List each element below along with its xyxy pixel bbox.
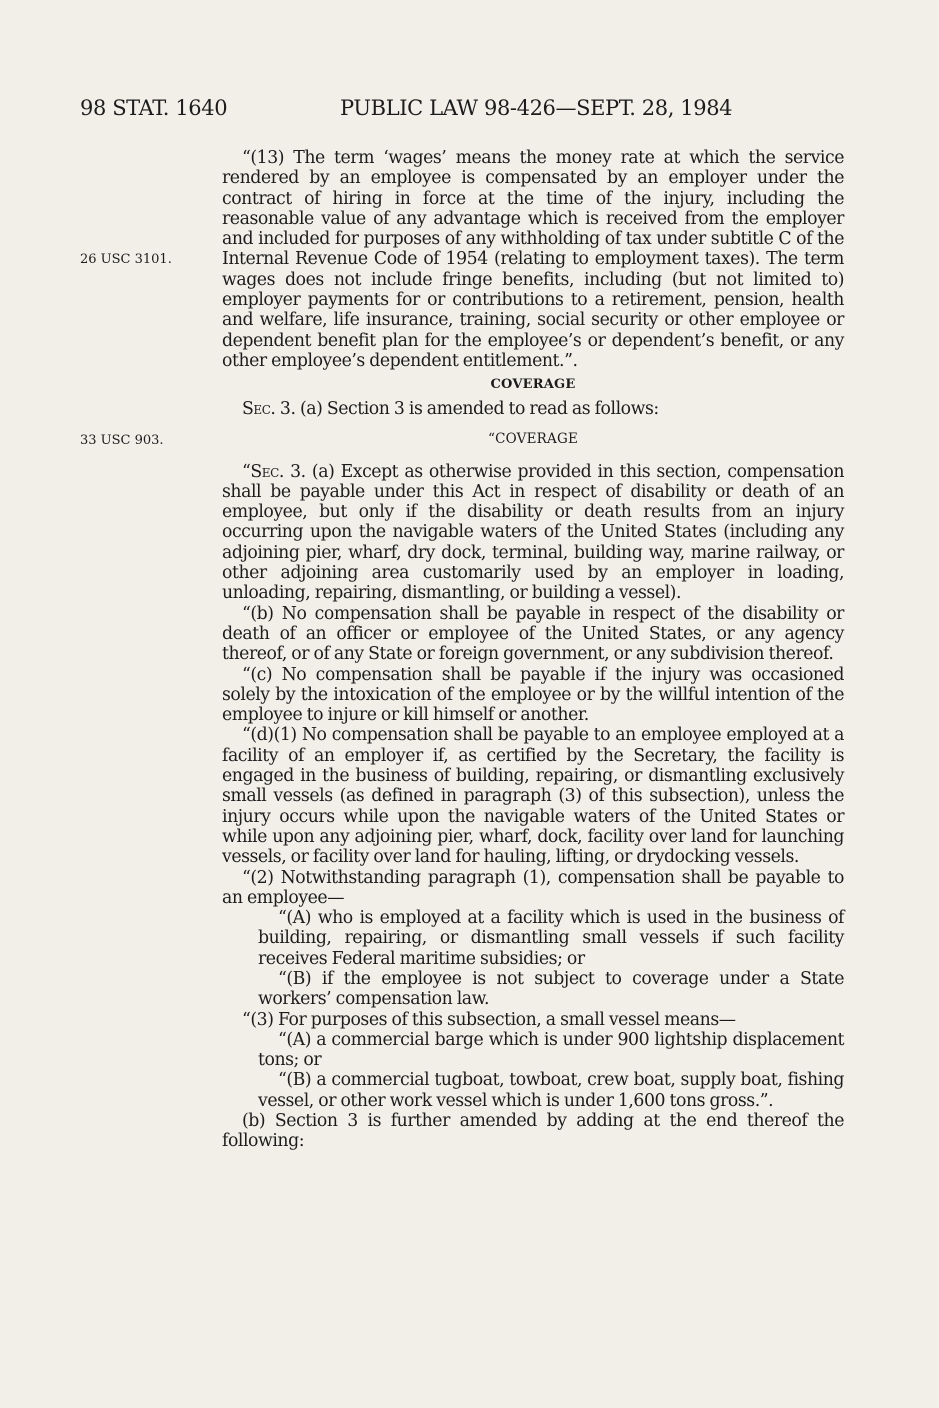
subsection-d-1: “(d)(1) No compensation shall be payable to an employee employed at a facility of an employer if, as certified by the Secretary, the facility is engaged in the business of building, repairing, or dismantling exclusively small vessels (as defined in paragraph (3) of this subsection), unless the injury occurs while upon the navigable waters of the United States or while upon any adjoining pier, wharf, dock, facility over land for launching vessels, or facility over land for hauling, lifting, or drydocking vessels. (222, 725, 844, 868)
subsection-b: “(b) No compensation shall be payable in respect of the disability or death of an officer or employee of the United States, or any agency thereof, or of any State or foreign government, or any subdivision thereof. (222, 603, 844, 665)
margin-note-33-usc-903: 33 USC 903. (80, 433, 164, 448)
sec-3-intro: 3. (a) Section 3 is amended to read as follows: (275, 399, 659, 420)
sec-label: Sec. (242, 399, 276, 420)
subparagraph-2b: “(B) if the employee is not subject to coverage under a State workers’ compensation law. (258, 968, 844, 1010)
subparagraph-2a: “(A) who is employed at a facility which is used in the business of building, repairing, or dismantling small vessels if such facility receives Federal maritime subsidies; or (258, 908, 844, 969)
law-title: PUBLIC LAW 98-426—SEPT. 28, 1984 (340, 96, 733, 120)
subparagraph-3b: “(B) a commercial tugboat, towboat, crew boat, supply boat, fishing vessel, or other work vessel which is under 1,600 tons gross.”. (258, 1070, 844, 1111)
page-header (0, 96, 939, 126)
subsection-c: “(c) No compensation shall be payable if the injury was occasioned solely by the intoxication of the employee or by the willful intention of the employee to injure or kill himself or another. (222, 664, 844, 726)
margin-note-26-usc-3101: 26 USC 3101. (80, 252, 172, 267)
subsection-a-text: 3. (a) Except as otherwise provided in this section, compensation shall be payable under this Act in respect of disability or death of an employee, but only if the disability or death results from an injury occurring upon the navigable waters of the United States (including any adjoining pier, wharf, dry dock, terminal, building way, marine railway, or other adjoining area customarily used by an employer in loading, unloading, repairing, dismantling, or building a vessel). (222, 461, 844, 604)
subparagraph-3a: “(A) a commercial barge which is under 900 lightship displacement tons; or (258, 1029, 844, 1071)
definition-wages-paragraph: “(13) The term ‘wages’ means the money rate at which the service rendered by an employee is compensated by an employer under the contract of hiring in force at the time of the injury, including the reasonable value of any advantage which is received from the employer and included for purposes of any withholding of tax under subtitle C of the Internal Revenue Code of 1954 (relating to employment taxes). The term wages does not include fringe benefits, including (but not limited to) employer payments for or contributions to a retirement, pension, health and welfare, life insurance, training, social security or other employee or dependent benefit plan for the employee’s or dependent’s benefit, or any other employee’s dependent entitlement.”. (222, 148, 844, 371)
heading-coverage-quoted: “COVERAGE (487, 430, 579, 447)
section-3-amendment (222, 399, 844, 419)
subsection-a (222, 462, 844, 604)
sec-label-quoted: “Sec. (242, 461, 284, 482)
statute-text (222, 148, 844, 1152)
subsection-d-2: “(2) Notwithstanding paragraph (1), compensation shall be payable to an employee— (222, 867, 844, 908)
subsection-d-3: “(3) For purposes of this subsection, a small vessel means— (242, 1009, 736, 1030)
heading-coverage: COVERAGE (490, 377, 576, 393)
stat-reference: 98 STAT. 1640 (80, 96, 228, 120)
amendment-b: (b) Section 3 is further amended by adding at the end thereof the following: (222, 1111, 844, 1152)
